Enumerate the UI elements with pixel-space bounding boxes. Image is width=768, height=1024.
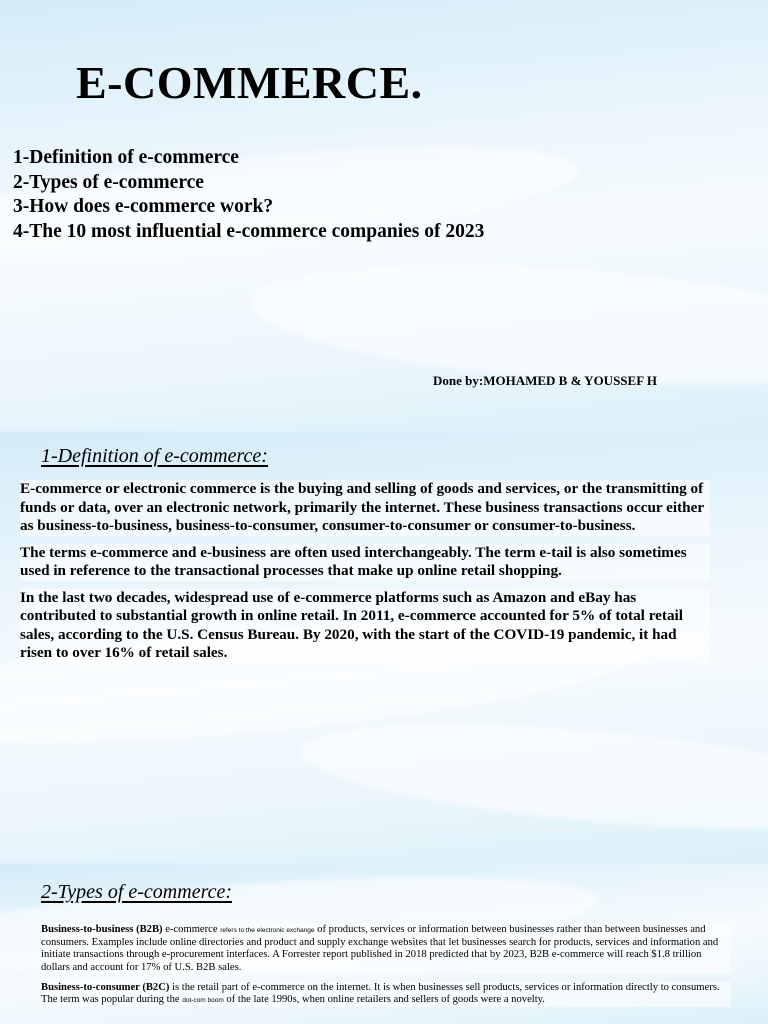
paragraph: E-commerce or electronic commerce is the buying and selling of goods and services, or the transmitting of funds or data, over an electronic network, primarily the internet. These business transactions occur either as business-to-business, business-to-consumer, consumer-to-consumer or consumer-to-business. <box>20 480 710 536</box>
table-of-contents <box>13 146 484 244</box>
toc-item: 1-Definition of e-commerce <box>13 147 239 168</box>
text-run: of the late 1990s, when online retailers and sellers of goods were a novelty. <box>223 994 545 1006</box>
toc-item: 4-The 10 most influential e-commerce companies of 2023 <box>13 220 485 242</box>
toc-item: 2-Types of e-commerce <box>13 171 204 193</box>
types-slide <box>0 864 768 1024</box>
paragraph: The terms e-commerce and e-business are often used interchangeably. The term e-tail is also sometimes used in reference to the transactional processes that make up online retail shopping. <box>20 544 710 581</box>
b2c-term: Business-to-consumer (B2C) <box>41 981 170 993</box>
b2c-paragraph <box>41 982 731 1007</box>
b2b-term: Business-to-business (B2B) <box>41 924 163 935</box>
title-slide <box>0 0 768 430</box>
definition-slide <box>0 432 768 862</box>
small-text-run: dot-com boom <box>182 997 224 1005</box>
text-run: is the retail part of e-commerce on the internet. It is when businesses sell products, services or information directly to consumers. The term was popular during the <box>41 981 720 1006</box>
background-wave <box>297 706 768 848</box>
document-title: E-COMMERCE. <box>76 57 423 108</box>
toc-item: 3-How does e-commerce work? <box>13 196 274 217</box>
definition-body <box>20 480 710 671</box>
text-run: e-commerce <box>162 924 221 935</box>
types-body <box>41 924 731 1015</box>
paragraph: In the last two decades, widespread use of e-commerce platforms such as Amazon and eBay has contributed to substantial growth in online retail. In 2011, e-commerce accounted for 5% of total retail sales, according to the U.S. Census Bureau. By 2020, with the start of the COVID-19 pandemic, it had risen to over 16% of retail sales. <box>20 589 710 663</box>
section-heading: 1-Definition of e-commerce: <box>41 445 268 467</box>
small-text-run: refers to the electronic exchange <box>220 927 315 934</box>
section-heading: 2-Types of e-commerce: <box>41 881 233 903</box>
b2b-paragraph <box>41 924 731 974</box>
text-run: of products, services or information between businesses rather than between businesses and consumers. Examples include online directories and product and supply exchange websites that let businesses search for products, services and information and initiate transactions through e-procurement interfaces. A Forrester report published in 2018 predicted that by 2023, B2B e-commerce will reach $1.8 trillion dollars and account for 17% of U.S. B2B sales. <box>41 924 719 973</box>
author-credit: Done by:MOHAMED B & YOUSSEF H <box>433 373 658 388</box>
